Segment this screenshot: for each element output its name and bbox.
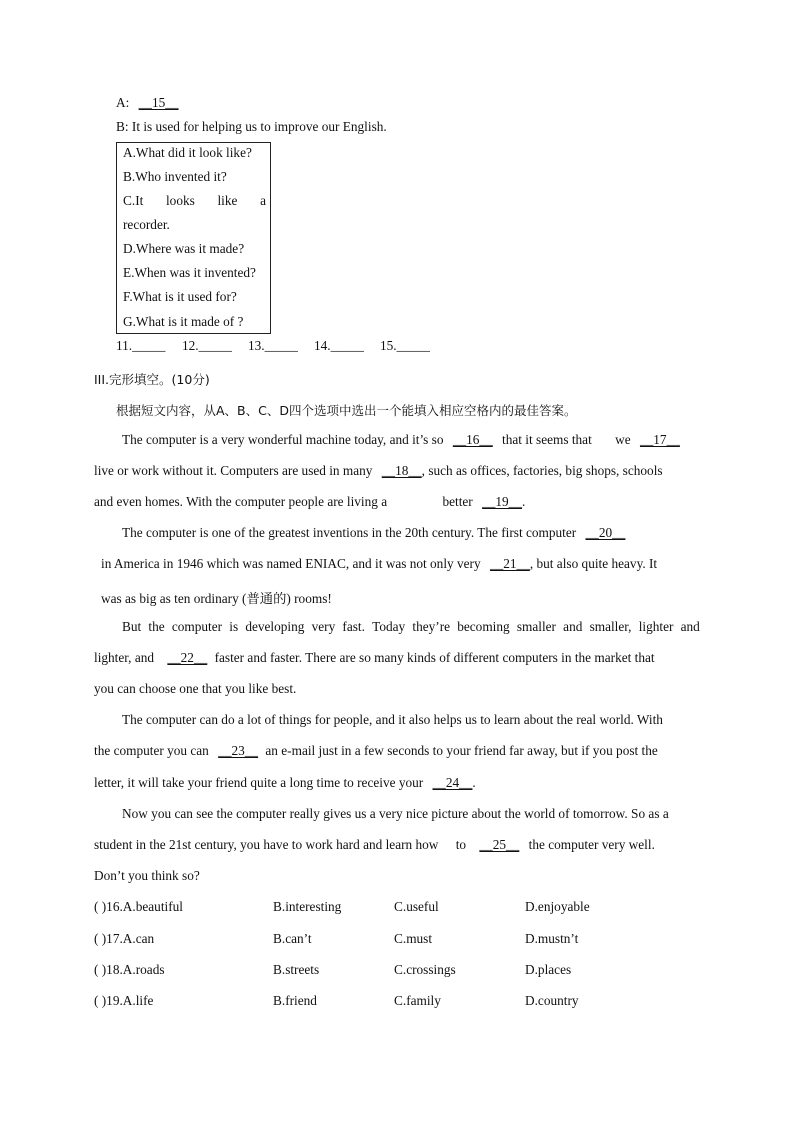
option-c-word: like (217, 193, 238, 208)
p3-word: smaller, (589, 619, 632, 634)
p5-line3: Don’t you think so? (94, 868, 200, 883)
p2-line3: was as big as ten ordinary (普通的) rooms! (101, 591, 332, 606)
choice-c: C.family (394, 993, 441, 1008)
option-e: E.When was it invented? (123, 265, 256, 280)
answer-blank-14: 14._____ (314, 338, 364, 353)
answer-blank-12: 12._____ (182, 338, 232, 353)
question-number: ( )16.A.beautiful (94, 899, 183, 914)
p1-text: that it seems that (502, 432, 592, 447)
p4-text: . (472, 775, 476, 790)
p1-line2 (94, 463, 663, 479)
option-box (116, 142, 271, 334)
p3-word: developing (245, 619, 305, 634)
option-c-word: looks (165, 193, 195, 208)
choice-c: C.must (394, 931, 433, 946)
speaker-a-label: A: (116, 95, 130, 110)
option-b: B.Who invented it? (123, 169, 227, 184)
p3-word: and (563, 619, 583, 634)
blank-23: __23__ (218, 743, 259, 758)
p3-word: very (311, 619, 336, 634)
blank-22: __22__ (167, 650, 208, 665)
section-instruction: 根据短文内容，从A、B、C、D四个选项中选出一个能填入相应空格内的最佳答案。 (116, 403, 577, 418)
p5-text: student in the 21st century, you have to work hard and learn how (94, 837, 439, 852)
p3-word: and (680, 619, 700, 634)
p2-text: in America in 1946 which was named ENIAC, and it was not only very (101, 556, 481, 571)
p2-line1 (122, 525, 625, 541)
choice-b: B.can’t (273, 931, 312, 946)
dialog-a-line (116, 95, 179, 111)
p3-line2 (94, 650, 655, 666)
p3-word: fast. (342, 619, 365, 634)
option-c-line2: recorder. (123, 217, 170, 232)
question-number: ( )17.A.can (94, 931, 155, 946)
choice-b: B.interesting (273, 899, 342, 914)
option-d: D.Where was it made? (123, 241, 245, 256)
p2-text: , but also quite heavy. It (529, 556, 658, 571)
choice-d: D.enjoyable (525, 899, 590, 914)
p3-word: computer (171, 619, 223, 634)
p3-text: lighter, and (94, 650, 155, 665)
p5-line1: Now you can see the computer really gives us a very nice picture about the world of tomorrow. So as a (122, 806, 669, 821)
p5-text: the computer very well. (528, 837, 655, 852)
blank-19: __19__ (482, 494, 522, 509)
p4-text: an e-mail just in a few seconds to your friend far away, but if you post the (265, 743, 658, 758)
p1-line3 (94, 494, 525, 510)
p1-text: we (615, 432, 631, 447)
choice-c: C.useful (394, 899, 439, 914)
option-g: G.What is it made of ? (123, 314, 244, 329)
answer-blank-11: 11._____ (116, 338, 166, 353)
choice-b: B.friend (273, 993, 317, 1008)
option-c-word: C.It (123, 193, 144, 208)
blank-16: __16__ (452, 432, 493, 447)
p3-word: Today (372, 619, 406, 634)
p1-text: The computer is a very wonderful machine today, and it’s so (122, 432, 444, 447)
option-f: F.What is it used for? (123, 289, 237, 304)
choice-d: D.mustn’t (525, 931, 579, 946)
p3-line1 (122, 619, 700, 635)
blank-18: __18__ (381, 463, 422, 478)
p1-line1 (122, 432, 680, 448)
p2-text: The computer is one of the greatest inventions in the 20th century. The first computer (122, 525, 577, 540)
p3-line3: you can choose one that you like best. (94, 681, 297, 696)
option-c-line1 (123, 193, 266, 209)
answer-blank-15: 15._____ (380, 338, 430, 353)
choice-b: B.streets (273, 962, 320, 977)
p4-text: the computer you can (94, 743, 209, 758)
dialog-b-line: B: It is used for helping us to improve our English. (116, 119, 387, 134)
p3-word: the (148, 619, 165, 634)
answer-blank-13: 13._____ (248, 338, 298, 353)
p3-word: they’re (412, 619, 451, 634)
p4-text: letter, it will take your friend quite a long time to receive your (94, 775, 424, 790)
option-a: A.What did it look like? (123, 145, 252, 160)
p4-line2 (94, 743, 658, 759)
p4-line3 (94, 775, 476, 791)
p2-line2 (101, 556, 657, 572)
choice-d: D.places (525, 962, 572, 977)
blank-17: __17__ (639, 432, 680, 447)
choice-d: D.country (525, 993, 579, 1008)
p3-word: But (122, 619, 142, 634)
blank-25: __25__ (479, 837, 520, 852)
p1-text: , such as offices, factories, big shops, schools (421, 463, 663, 478)
p1-text: . (521, 494, 526, 509)
p1-text: live or work without it. Computers are used in many (94, 463, 373, 478)
section-title: III.完形填空。(10分) (94, 372, 210, 387)
blank-24: __24__ (432, 775, 473, 790)
p5-line2 (94, 837, 655, 853)
blank-21: __21__ (489, 556, 530, 571)
choice-c: C.crossings (394, 962, 456, 977)
p3-text: faster and faster. There are so many kinds of different computers in the market that (214, 650, 655, 665)
p4-line1: The computer can do a lot of things for people, and it also helps us to learn about the real world. With (122, 712, 663, 727)
question-number: ( )19.A.life (94, 993, 154, 1008)
p1-text: better (442, 494, 473, 509)
p3-word: smaller (516, 619, 556, 634)
p5-text: to (455, 837, 467, 852)
question-number: ( )18.A.roads (94, 962, 165, 977)
p3-word: is (229, 619, 239, 634)
p1-text: and even homes. With the computer people are living a (94, 494, 388, 509)
option-c-word: a (260, 193, 266, 208)
p3-word: becoming (457, 619, 510, 634)
blank-20: __20__ (585, 525, 626, 540)
blank-15: __15__ (138, 95, 179, 110)
p3-word: lighter (638, 619, 674, 634)
